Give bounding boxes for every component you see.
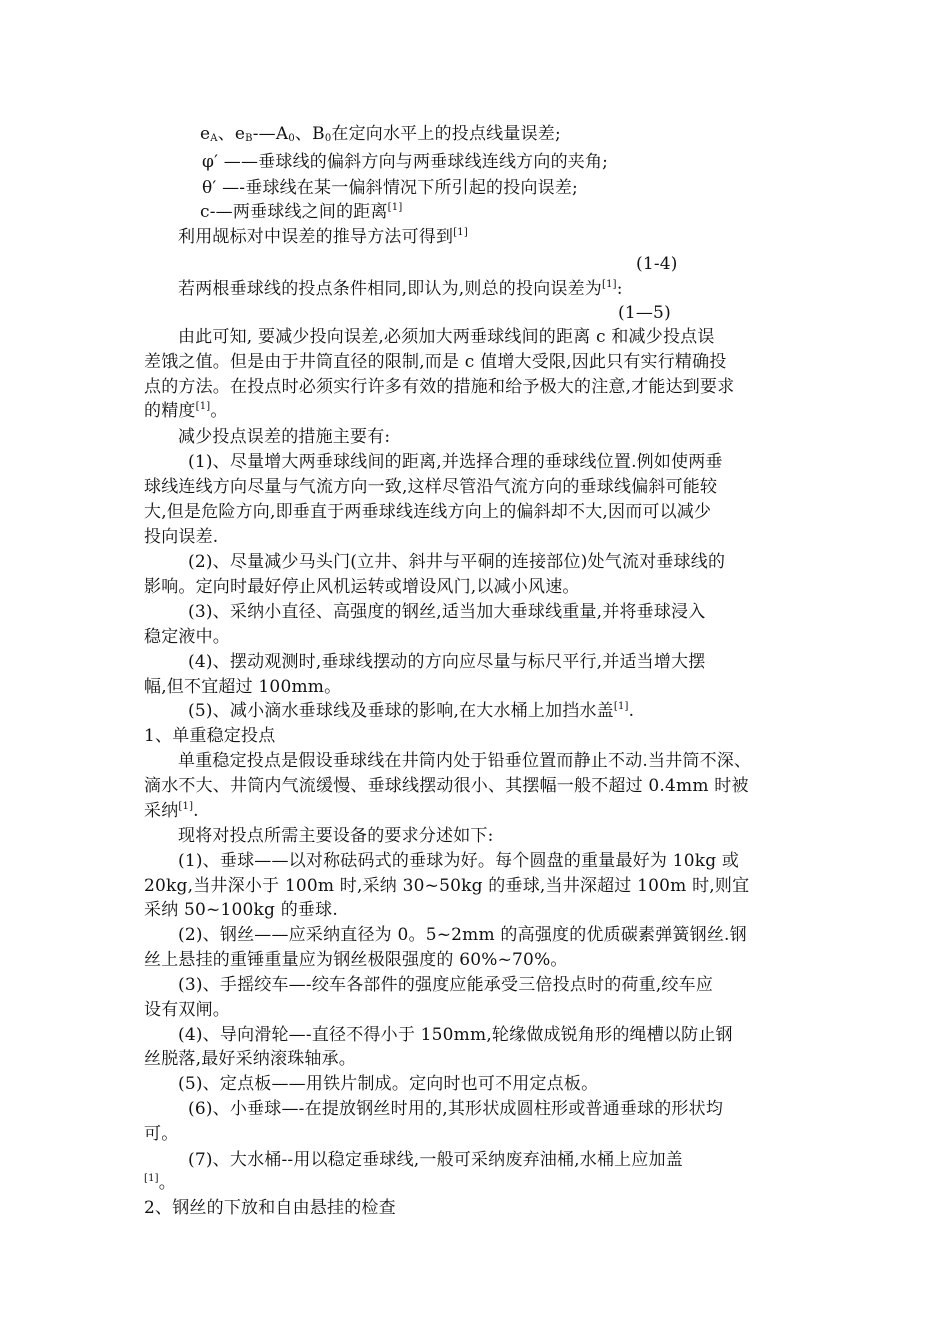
paragraph-text: 采纳 [144,801,179,821]
definition-text: 、B [294,124,325,144]
definition-text: -—A [252,124,289,144]
definition-line-c [200,200,402,224]
paragraph-text: 的精度 [144,401,196,421]
subscript: 0 [288,133,295,144]
equipment-item: 采纳 50~100kg 的垂球. [144,900,338,920]
paragraph-text: . [628,701,635,721]
equation-number-1-4: (1-4) [636,254,678,274]
measure-item: (3)、采纳小直径、高强度的钢丝,适当加大垂球线重量,并将垂球浸入 [188,602,706,622]
measure-item: (4)、摆动观测时,垂球线摆动的方向应尽量与标尺平行,并适当增大摆 [188,652,706,672]
definition-line-ea-eb [200,122,561,146]
paragraph-text: . [193,801,199,821]
paragraph-line: 差饿之值。但是由于井筒直径的限制,而是 c 值增大受限,因此只有实行精确投 [144,352,727,372]
section-heading-1: 1、单重稳定投点 [144,726,276,746]
definition-text: c-—两垂球线之间的距离 [200,202,388,222]
measure-item: 球线连线方向尽量与气流方向一致,这样尽管沿气流方向的垂球线偏斜可能较 [144,477,718,497]
equation-number-1-5: (1—5) [618,303,671,323]
measure-item: 投向误差. [144,527,219,547]
paragraph-text: (5)、减小滴水垂球线及垂球的影响,在大水桶上加挡水盖 [188,701,614,721]
paragraph-derive [178,225,468,249]
paragraph-text: (7)、大水桶--用以稳定垂球线,一般可采纳废弃油桶,水桶上应加盖 [188,1150,683,1170]
citation: [1] [195,401,211,412]
paragraph-text: 若两根垂球线的投点条件相同,即认为,则总的投向误差为 [178,279,603,299]
paragraph-line: 点的方法。在投点时必须实行许多有效的措施和给予极大的注意,才能达到要求 [144,377,735,397]
measure-item: (2)、尽量减少马头门(立井、斜井与平硐的连接部位)处气流对垂球线的 [188,552,726,572]
equipment-item: (5)、定点板——用铁片制成。定向时也可不用定点板。 [178,1074,599,1094]
definition-text: 在定向水平上的投点线量误差; [331,124,561,144]
definition-text: 、e [217,124,246,144]
paragraph-text: : [616,279,623,299]
citation: [1] [602,279,617,290]
citation: [1] [178,801,194,812]
paragraph-line: 现将对投点所需主要设备的要求分述如下: [178,826,494,846]
paragraph-line: 滴水不大、井筒内气流缓慢、垂球线摆动很小、其摆幅一般不超过 0.4mm 时被 [144,776,749,796]
definition-line-theta: θ′ —-垂球线在某一偏斜情况下所引起的投向误差; [202,178,578,198]
measures-title: 减少投点误差的措施主要有: [178,427,391,447]
paragraph-text: 利用觇标对中误差的推导方法可得到 [178,227,454,247]
paragraph-text: 。 [158,1173,176,1193]
subscript: B [245,133,253,144]
citation: [1] [613,701,629,712]
equipment-item [188,1148,683,1172]
equipment-item [144,1171,176,1195]
equipment-item: (2)、钢丝——应采纳直径为 0。5~2mm 的高强度的优质碳素弹簧钢丝.钢 [178,925,747,945]
subscript: 0 [324,133,332,144]
citation: [1] [453,227,468,238]
equipment-item: (1)、垂球——以对称砝码式的垂球为好。每个圆盘的重量最好为 10kg 或 [178,851,740,871]
measure-item [188,699,634,723]
measure-item: 幅,但不宜超过 100mm。 [144,677,342,697]
measure-item: 大,但是危险方向,即垂直于两垂球线连线方向上的偏斜却不大,因而可以减少 [144,502,712,522]
equipment-item: (3)、手摇绞车—-绞车各部件的强度应能承受三倍投点时的荷重,绞车应 [178,975,714,995]
measure-item: (1)、尽量增大两垂球线间的距离,并选择合理的垂球线位置.例如使两垂 [188,452,723,472]
citation: [1] [387,202,403,213]
equipment-item: 20kg,当井深小于 100m 时,采纳 30~50kg 的垂球,当井深超过 100m 时,则宜 [144,876,750,896]
equipment-item: 可。 [144,1124,179,1144]
definition-line-phi: φ′ ——垂球线的偏斜方向与两垂球线连线方向的夹角; [202,152,609,172]
paragraph-same-conditions [178,277,623,301]
paragraph-line [144,799,199,823]
paragraph-line [144,399,228,423]
citation: [1] [144,1173,159,1184]
definition-text: e [200,124,211,144]
equipment-item: 丝上悬挂的重锤重量应为钢丝极限强度的 60%~70%。 [144,950,568,970]
equipment-item: (6)、小垂球—-在提放钢丝时用的,其形状成圆柱形或普通垂球的形状均 [188,1099,724,1119]
measure-item: 稳定液中。 [144,627,230,647]
measure-item: 影响。定向时最好停止风机运转或增设风门,以减小风速。 [144,577,580,597]
equipment-item: 设有双闸。 [144,1000,230,1020]
paragraph-line: 由此可知, 要减少投向误差,必须加大两垂球线间的距离 c 和减少投点误 [178,327,715,347]
equipment-item: 丝脱落,最好采纳滚珠轴承。 [144,1049,357,1069]
paragraph-line: 单重稳定投点是假设垂球线在井筒内处于铅垂位置而静止不动.当井筒不深、 [178,751,752,771]
paragraph-text: 。 [210,401,228,421]
equipment-item: (4)、导向滑轮—-直径不得小于 150mm,轮缘做成锐角形的绳槽以防止钢 [178,1025,733,1045]
section-heading-2: 2、钢丝的下放和自由悬挂的检查 [144,1198,396,1218]
subscript: A [210,133,218,144]
